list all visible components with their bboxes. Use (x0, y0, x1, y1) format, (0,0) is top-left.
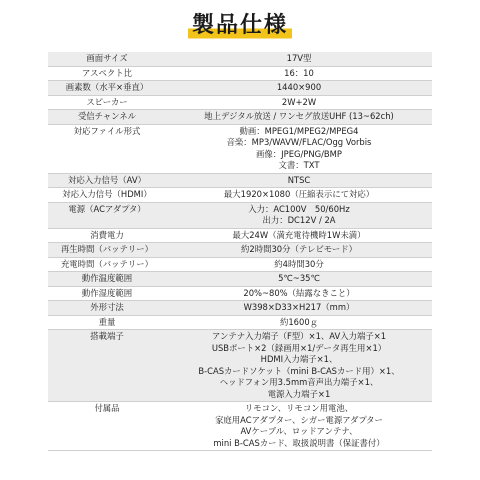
spec-row (48, 315, 432, 330)
spec-label: 付属品 (94, 403, 120, 413)
spec-row (48, 81, 432, 96)
spec-value-line: 地上デジタル放送 / ワンセグ放送UHF (13~62ch) (204, 111, 394, 121)
spec-value-line: 出力：DC12V / 2A (262, 215, 336, 225)
spec-row (48, 301, 432, 316)
spec-value (166, 286, 432, 301)
spec-value-line: 音楽：MP3/WAVW/FLAC/Ogg Vorbis (226, 137, 372, 147)
spec-row (48, 243, 432, 258)
spec-row (48, 188, 432, 203)
spec-table-body (48, 52, 432, 451)
spec-label: 充電時間（バッテリー） (60, 258, 154, 269)
spec-value-line: 最大1920×1080（圧縮表示にて対応） (223, 189, 375, 199)
spec-value-line: 約4時間30分 (274, 258, 324, 269)
spec-value-line: USBポート×2（録画用×1/データ再生用×1） (211, 342, 387, 353)
spec-row (48, 66, 432, 81)
spec-value (166, 402, 432, 451)
title-wrap (0, 8, 480, 41)
spec-value-line: 約2時間30分（テレビモード） (241, 244, 357, 254)
page-title: 製品仕様 (188, 8, 292, 41)
spec-value (166, 95, 432, 110)
spec-value (166, 188, 432, 203)
spec-label: 対応入力信号（HDMI） (62, 189, 152, 199)
spec-row (48, 286, 432, 301)
spec-label: スピーカー (86, 96, 128, 107)
spec-value-line: 文書：TXT (278, 160, 320, 170)
spec-value (166, 66, 432, 81)
spec-row (48, 402, 432, 451)
spec-row (48, 330, 432, 402)
spec-label: 動作温度範囲 (48, 272, 166, 287)
spec-value (166, 243, 432, 258)
spec-value-line: B-CASカードソケット（mini B-CASカード用）×1、 (198, 365, 400, 376)
spec-label: 画面サイズ (48, 52, 166, 66)
spec-value-line: 最大24W（満充電待機時1W未満） (232, 229, 366, 240)
spec-value-line: 16：10 (284, 67, 314, 78)
spec-value-line: HDMI入力端子×1、 (260, 354, 338, 364)
spec-label: 対応ファイル形式 (73, 125, 141, 136)
spec-value (166, 173, 432, 188)
spec-value-line: mini B-CASカード、取扱説明書（保証書付） (213, 437, 385, 448)
spec-row (48, 228, 432, 243)
spec-row (48, 110, 432, 125)
spec-label: アスペクト比 (82, 67, 132, 78)
spec-value-line: 画像：JPEG/PNG/BMP (256, 148, 342, 159)
spec-value (166, 257, 432, 272)
spec-row (48, 52, 432, 66)
spec-row (48, 95, 432, 110)
spec-row (48, 202, 432, 228)
spec-value-line: 電源入力端子×1 (267, 388, 331, 399)
spec-value (166, 52, 432, 66)
spec-value-line: 家庭用ACアダプター、シガー電源アダプター (215, 414, 383, 425)
spec-label: 重量 (98, 316, 116, 327)
spec-value-line: 約1600ｇ (279, 316, 319, 327)
spec-value (166, 301, 432, 316)
spec-value (166, 124, 432, 173)
spec-value-line: 20%~80%（結露なきこと） (243, 287, 355, 298)
spec-value-line: 1440×900 (276, 82, 322, 92)
spec-value-line: 2W+2W (281, 96, 317, 107)
spec-label: 再生時間（バッテリー） (48, 243, 166, 258)
spec-value (166, 81, 432, 96)
spec-value-line: W398×D33×H217（mm） (243, 302, 355, 312)
spec-value-line: 17V型 (286, 53, 312, 63)
spec-label: 搭載端子 (48, 330, 166, 402)
spec-table (48, 52, 432, 451)
spec-row (48, 173, 432, 188)
spec-value-line: 動画：MPEG1/MPEG2/MPEG4 (239, 125, 359, 136)
spec-row (48, 124, 432, 173)
spec-value-line: リモコン、リモコン用電池、 (244, 403, 354, 413)
spec-value (166, 272, 432, 287)
spec-value-line: NTSC (287, 174, 311, 185)
spec-row (48, 272, 432, 287)
spec-label: 対応入力信号（AV） (48, 173, 166, 188)
spec-value-line: アンテナ入力端子（F型）×1、AV入力端子×1 (211, 331, 387, 341)
spec-label: 受信チャンネル (48, 110, 166, 125)
spec-row (48, 257, 432, 272)
spec-value-line: 入力：AC100V 50/60Hz (248, 203, 350, 214)
spec-label: 外形寸法 (48, 301, 166, 316)
spec-value (166, 202, 432, 228)
spec-label: 消費電力 (90, 229, 124, 240)
spec-label: 画素数（水平×垂直） (48, 81, 166, 96)
spec-value-line: ヘッドフォン用3.5mm音声出力端子×1、 (219, 377, 379, 387)
spec-value (166, 330, 432, 402)
spec-value (166, 315, 432, 330)
spec-label: 電源（ACアダプタ） (48, 202, 166, 228)
spec-value (166, 110, 432, 125)
spec-label: 動作湿度範囲 (81, 287, 133, 298)
spec-value (166, 228, 432, 243)
spec-value-line: 5℃~35℃ (278, 273, 320, 283)
spec-value-line: AVケーブル、ロッドアンテナ、 (240, 426, 358, 436)
